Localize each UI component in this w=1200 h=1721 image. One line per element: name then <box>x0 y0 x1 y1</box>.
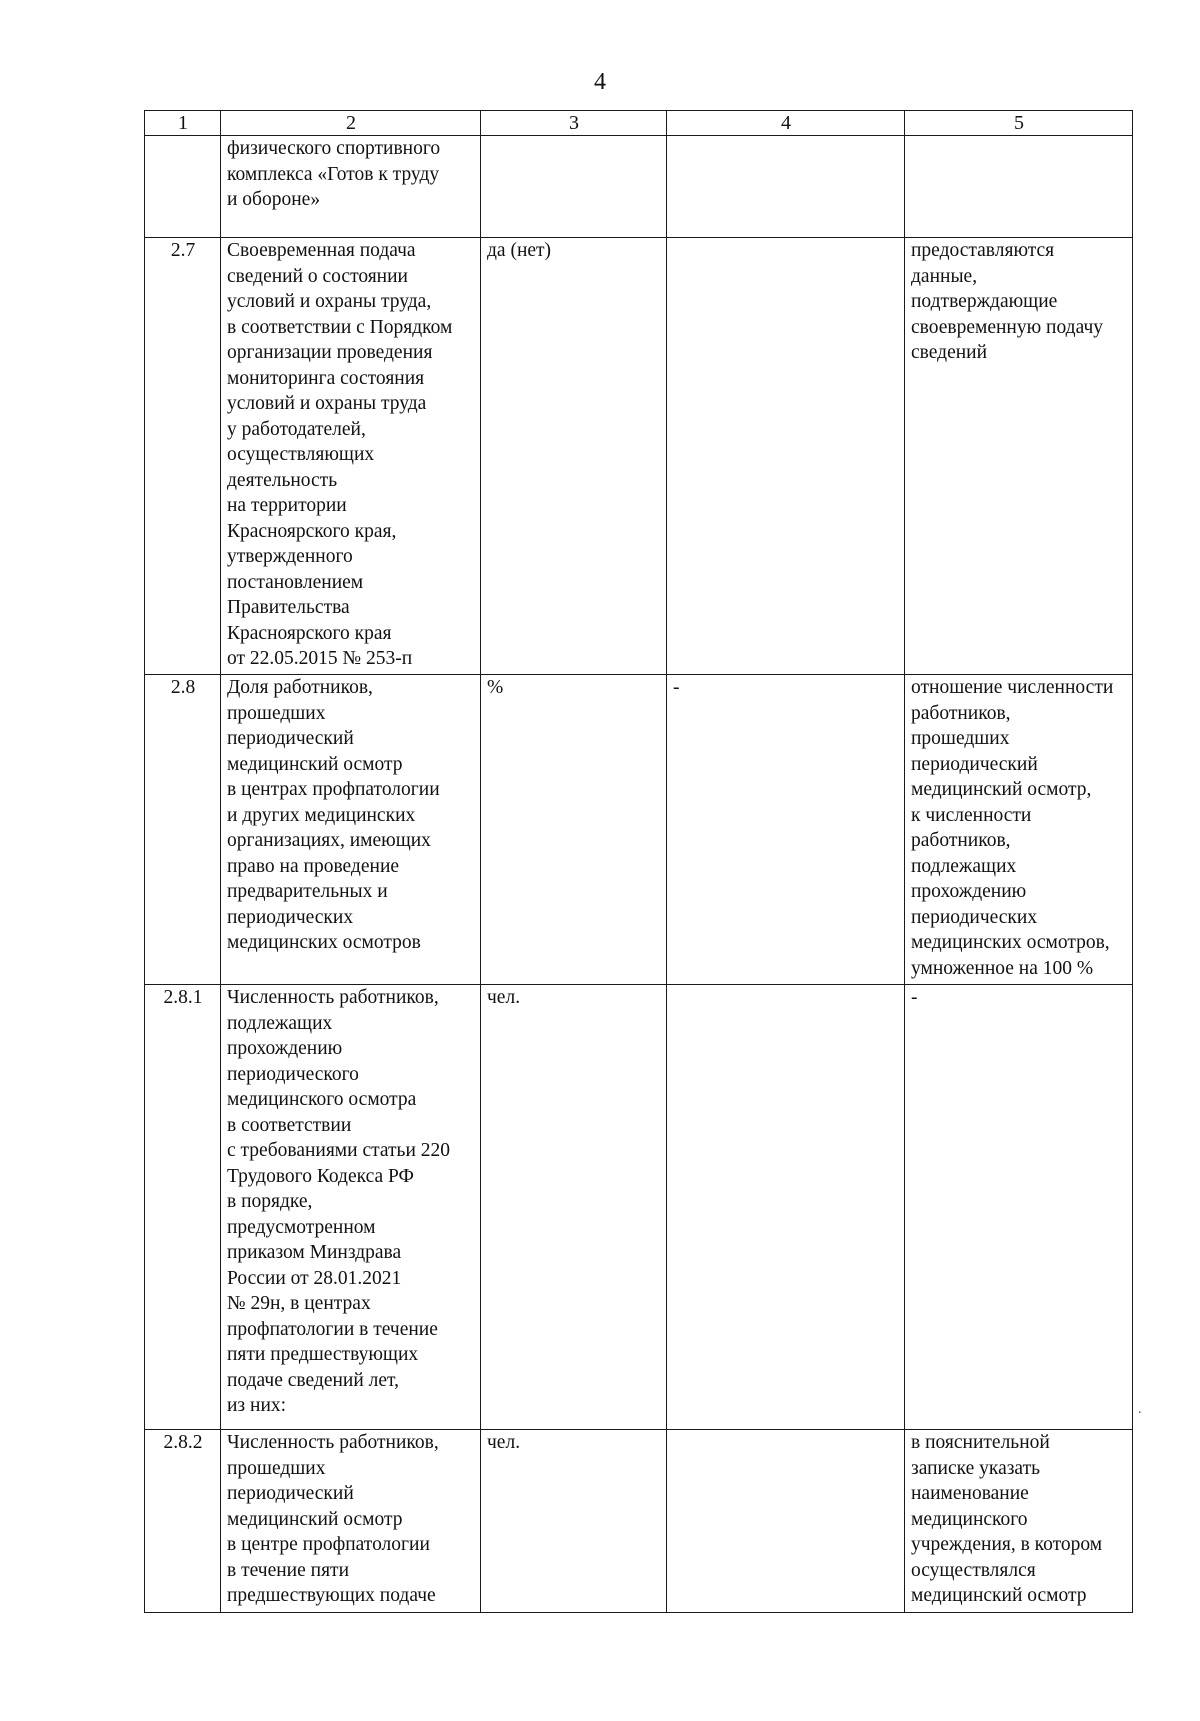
column-header-4: 4 <box>667 111 905 136</box>
note-cell: предоставляются данные, подтверждающие своевременную подачу сведений <box>905 238 1133 675</box>
table-row <box>145 675 1133 985</box>
page-number: 4 <box>594 69 606 95</box>
table-row <box>145 985 1133 1430</box>
note-cell: - <box>905 985 1133 1430</box>
indicator-cell: физического спортивного комплекса «Готов к труду и обороне» <box>221 136 481 238</box>
unit-cell <box>481 136 667 238</box>
note-cell: в пояснительной записке указать наименование медицинского учреждения, в котором осуществлялся медицинский осмотр <box>905 1430 1133 1613</box>
table-row <box>145 1430 1133 1613</box>
value-cell <box>667 136 905 238</box>
row-number-cell: 2.7 <box>145 238 221 675</box>
value-cell <box>667 1430 905 1613</box>
table-row <box>145 238 1133 675</box>
column-header-2: 2 <box>221 111 481 136</box>
table-row <box>145 136 1133 238</box>
value-cell <box>667 238 905 675</box>
unit-cell: чел. <box>481 1430 667 1613</box>
indicator-cell: Доля работников, прошедших периодический медицинский осмотр в центрах профпатологии и других медицинских организациях, имеющих право на проведение предварительных и периодических медицинских осмотров <box>221 675 481 985</box>
column-header-1: 1 <box>145 111 221 136</box>
scan-speck: . <box>1138 1402 1142 1417</box>
row-number-cell: 2.8 <box>145 675 221 985</box>
value-cell: - <box>667 675 905 985</box>
table-header-row <box>145 111 1133 136</box>
value-cell <box>667 985 905 1430</box>
row-number-cell: 2.8.2 <box>145 1430 221 1613</box>
indicator-cell: Своевременная подача сведений о состоянии условий и охраны труда, в соответствии с Порядком организации проведения мониторинга состояния условий и охраны труда у работодателей, осуществляющих деятельность на территории Красноярского края, утвержденного постановлением Правительства Красноярского края от 22.05.2015 № 253-п <box>221 238 481 675</box>
row-number-cell: 2.8.1 <box>145 985 221 1430</box>
column-header-3: 3 <box>481 111 667 136</box>
column-header-5: 5 <box>905 111 1133 136</box>
note-cell <box>905 136 1133 238</box>
indicator-cell: Численность работников, прошедших периодический медицинский осмотр в центре профпатологии в течение пяти предшествующих подаче <box>221 1430 481 1613</box>
indicators-table <box>144 110 1133 1613</box>
indicator-cell: Численность работников, подлежащих прохождению периодического медицинского осмотра в соответствии с требованиями статьи 220 Трудового Кодекса РФ в порядке, предусмотренном приказом Минздрава России от 28.01.2021 № 29н, в центрах профпатологии в течение пяти предшествующих подаче сведений лет, из них: <box>221 985 481 1430</box>
note-cell: отношение численности работников, прошедших периодический медицинский осмотр, к численности работников, подлежащих прохождению периодических медицинских осмотров, умноженное на 100 % <box>905 675 1133 985</box>
unit-cell: да (нет) <box>481 238 667 675</box>
unit-cell: % <box>481 675 667 985</box>
row-number-cell <box>145 136 221 238</box>
unit-cell: чел. <box>481 985 667 1430</box>
